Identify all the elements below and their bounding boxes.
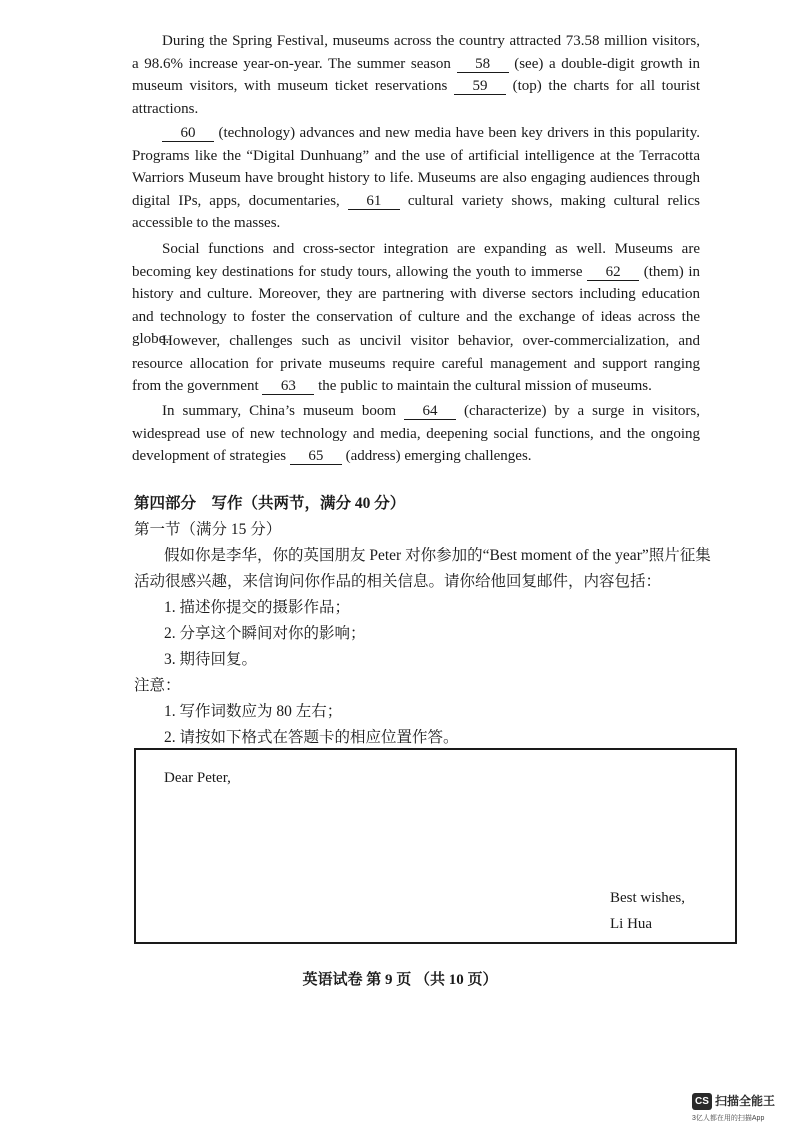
paragraph-text: (characterize) by a surge in visitors, widespread use of new technology and media, deepening social functions, and the ongoing development of strategies — [132, 403, 700, 464]
blank-60[interactable]: 60 — [162, 125, 214, 142]
paragraph-text: (top) the charts for all tourist attractions. — [132, 78, 701, 117]
letter-closing: Best wishes, — [610, 890, 685, 906]
paragraph-text: (address) emerging challenges. — [345, 448, 532, 464]
content-point-1: 1. 描述你提交的摄影作品； — [164, 599, 351, 616]
camscanner-logo-icon: CS — [692, 1093, 712, 1110]
section-one-heading: 第一节（满分 15 分） — [134, 521, 282, 538]
camscanner-tagline: 3亿人都在用的扫描App — [692, 1115, 765, 1122]
blank-58[interactable]: 58 — [457, 56, 509, 73]
blank-61[interactable]: 61 — [348, 193, 400, 210]
notes-label: 注意： — [134, 677, 181, 694]
paragraph-text: the public to maintain the cultural mission of museums. — [318, 378, 652, 394]
paragraph-text: During the Spring Festival, museums across the country attracted 73.58 million visitors, a 98.6% increase year-on-year. The summer season — [132, 33, 700, 72]
prompt-line-2: 活动很感兴趣，来信询问你作品的相关信息。请你给他回复邮件，内容包括： — [134, 573, 662, 590]
paragraph-text: cultural variety shows, making cultural relics accessible to the masses. — [132, 192, 700, 231]
note-1: 1. 写作词数应为 80 左右； — [164, 703, 343, 720]
paragraph-text: Social functions and cross-sector integration are expanding as well. Museums are becoming key destinations for study tours, allowing the youth to immerse — [132, 241, 700, 280]
letter-answer-box[interactable] — [134, 748, 737, 944]
blank-59[interactable]: 59 — [454, 78, 506, 95]
page-footer: 英语试卷 第 9 页 （共 10 页） — [302, 972, 498, 988]
part-four-heading: 第四部分 写作（共两节，满分 40 分） — [134, 495, 406, 512]
paragraph-5 — [132, 400, 700, 468]
paragraph-2 — [132, 122, 700, 235]
blank-64[interactable]: 64 — [404, 403, 456, 420]
letter-greeting: Dear Peter, — [164, 770, 231, 786]
paragraph-1 — [132, 30, 700, 120]
paragraph-4 — [132, 330, 700, 398]
content-point-2: 2. 分享这个瞬间对你的影响； — [164, 625, 366, 642]
paragraph-text: (technology) advances and new media have been key drivers in this popularity. Programs like the “Digital Dunhuang” and the use of artificial intelligence at the Terracotta Warriors Museum have brought history to life. Museums are also engaging audiences through digital IPs, apps, documentaries, — [132, 125, 700, 209]
content-point-3: 3. 期待回复。 — [164, 651, 258, 668]
paragraph-text: However, challenges such as uncivil visitor behavior, over-commercialization, and resource allocation for private museums require careful management and support ranging from the government — [132, 333, 700, 394]
paragraph-text: In summary, China’s museum boom — [162, 403, 396, 419]
blank-62[interactable]: 62 — [587, 264, 639, 281]
camscanner-name: 扫描全能王 — [715, 1094, 776, 1108]
prompt-line-1: 假如你是李华，你的英国朋友 Peter 对你参加的“Best moment of the year”照片征集 — [164, 547, 711, 564]
blank-63[interactable]: 63 — [262, 378, 314, 395]
paragraph-text: (see) a double-digit growth in museum visitors, with museum ticket reservations — [132, 55, 701, 94]
paragraph-text: (them) in history and culture. Moreover, they are partnering with diverse sectors including education and technology to foster the conservation of culture and the exchange of ideas across the globe. — [132, 263, 701, 347]
note-2: 2. 请按如下格式在答题卡的相应位置作答。 — [164, 729, 459, 746]
blank-65[interactable]: 65 — [290, 448, 342, 465]
letter-signature: Li Hua — [610, 916, 653, 932]
